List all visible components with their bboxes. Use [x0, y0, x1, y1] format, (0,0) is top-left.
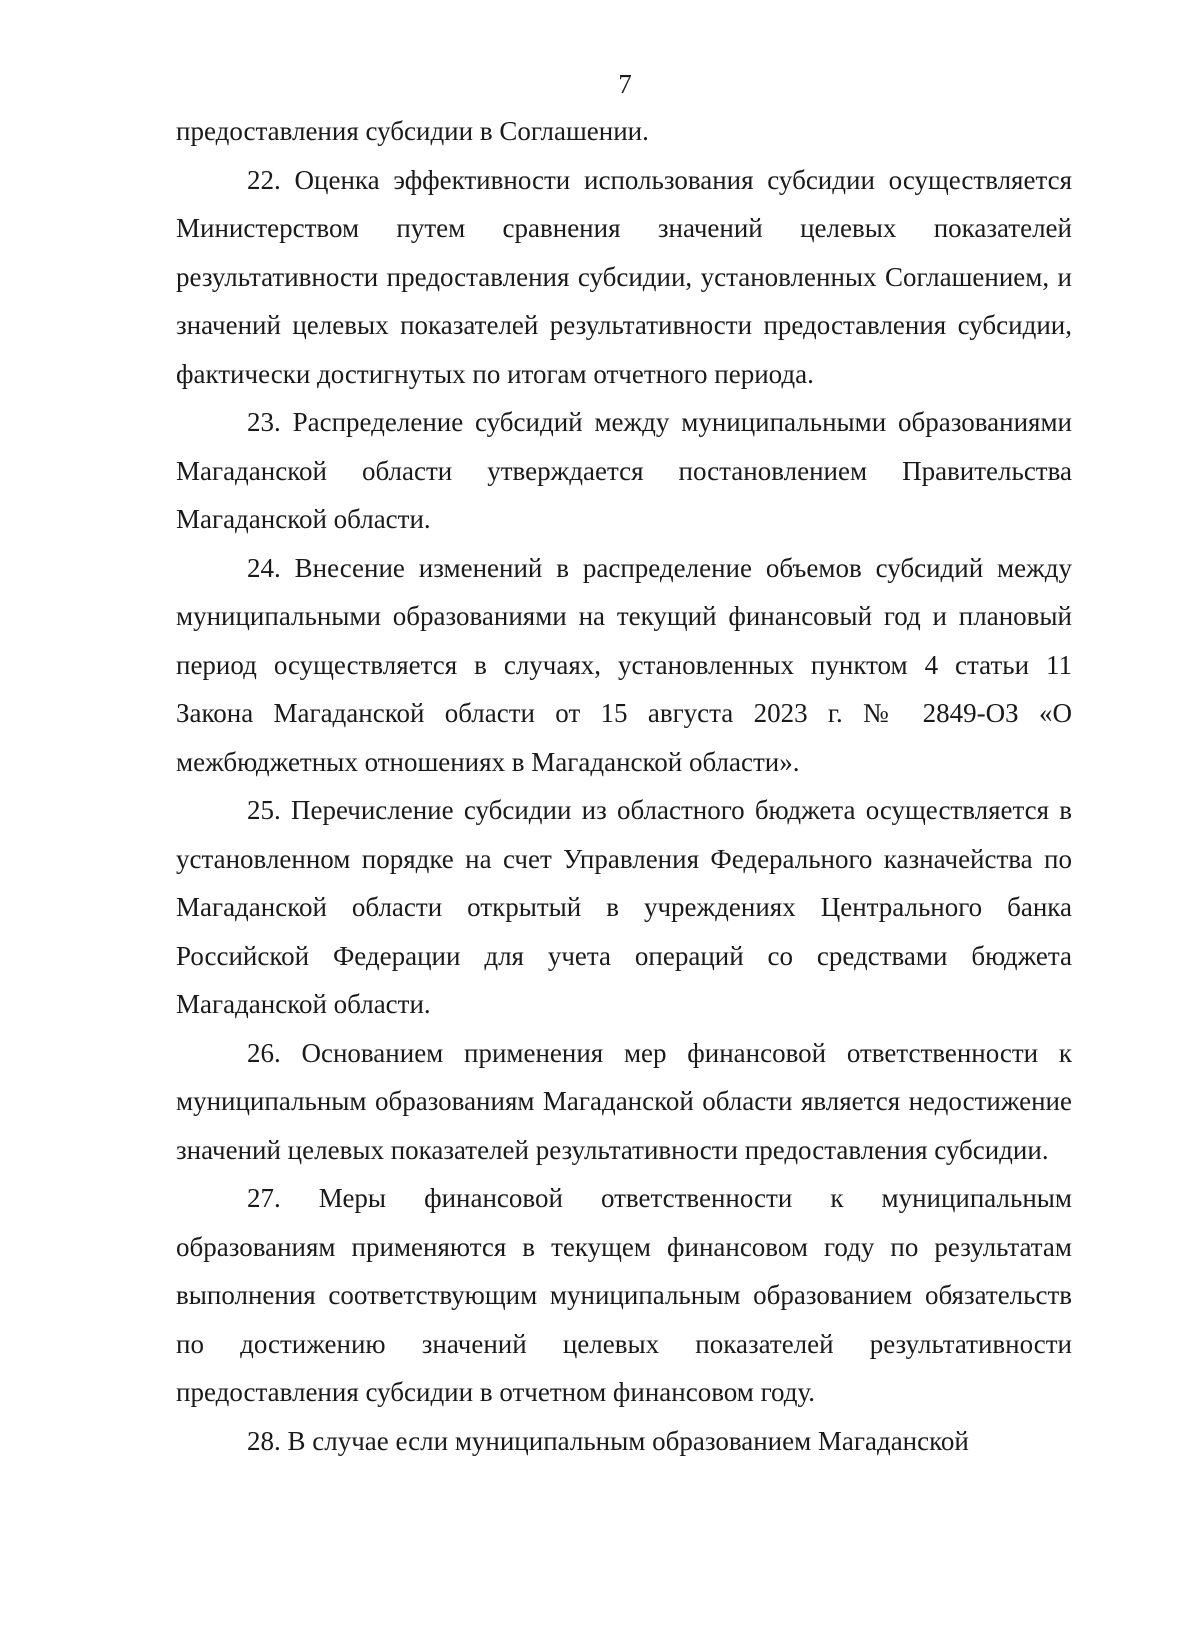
- paragraph-23: 23. Распределение субсидий между муниципальными образованиями Магаданской области утверждается постановлением Правительства Магаданской области.: [176, 407, 1072, 534]
- paragraph-26: 26. Основанием применения мер финансовой ответственности к муниципальным образованиям Магаданской области является недостижение значений целевых показателей результативности предоставления субсидии.: [176, 1037, 1072, 1165]
- paragraph-25: 25. Перечисление субсидии из областного бюджета осуществляется в установленном порядке на счет Управления Федерального казначейства по Магаданской области открытый в учреждениях Центрального банка Российской Федерации для учета операций со средствами бюджета Магаданской области.: [176, 795, 1072, 1019]
- paragraph-21-continuation: предоставления субсидии в Соглашении.: [176, 116, 649, 146]
- paragraph-28-start: 28. В случае если муниципальным образованием Магаданской: [247, 1425, 969, 1456]
- paragraph-22: 22. Оценка эффективности использования субсидии осуществляется Министерством путем сравнения значений целевых показателей результативности предоставления субсидии, установленных Соглашением, и значений целевых показателей результативности предоставления субсидии, фактически достигнутых по итогам отчетного периода.: [176, 164, 1072, 389]
- document-body: [176, 107, 1072, 1465]
- paragraph-27: 27. Меры финансовой ответственности к муниципальным образованиям применяются в текущем финансовом году по результатам выполнения соответствующим муниципальным образованием обязательств по достижению значений целевых показателей результативности предоставления субсидии в отчетном финансовом году.: [176, 1183, 1072, 1407]
- page-number: 7: [618, 69, 632, 99]
- paragraph-24: 24. Внесение изменений в распределение объемов субсидий между муниципальными образованиями на текущий финансовый год и плановый период осуществляется в случаях, установленных пунктом 4 статьи 11 Закона Магаданской области от 15 августа 2023 г. № 2849-ОЗ «О межбюджетных отношениях в Магаданской области».: [176, 552, 1072, 777]
